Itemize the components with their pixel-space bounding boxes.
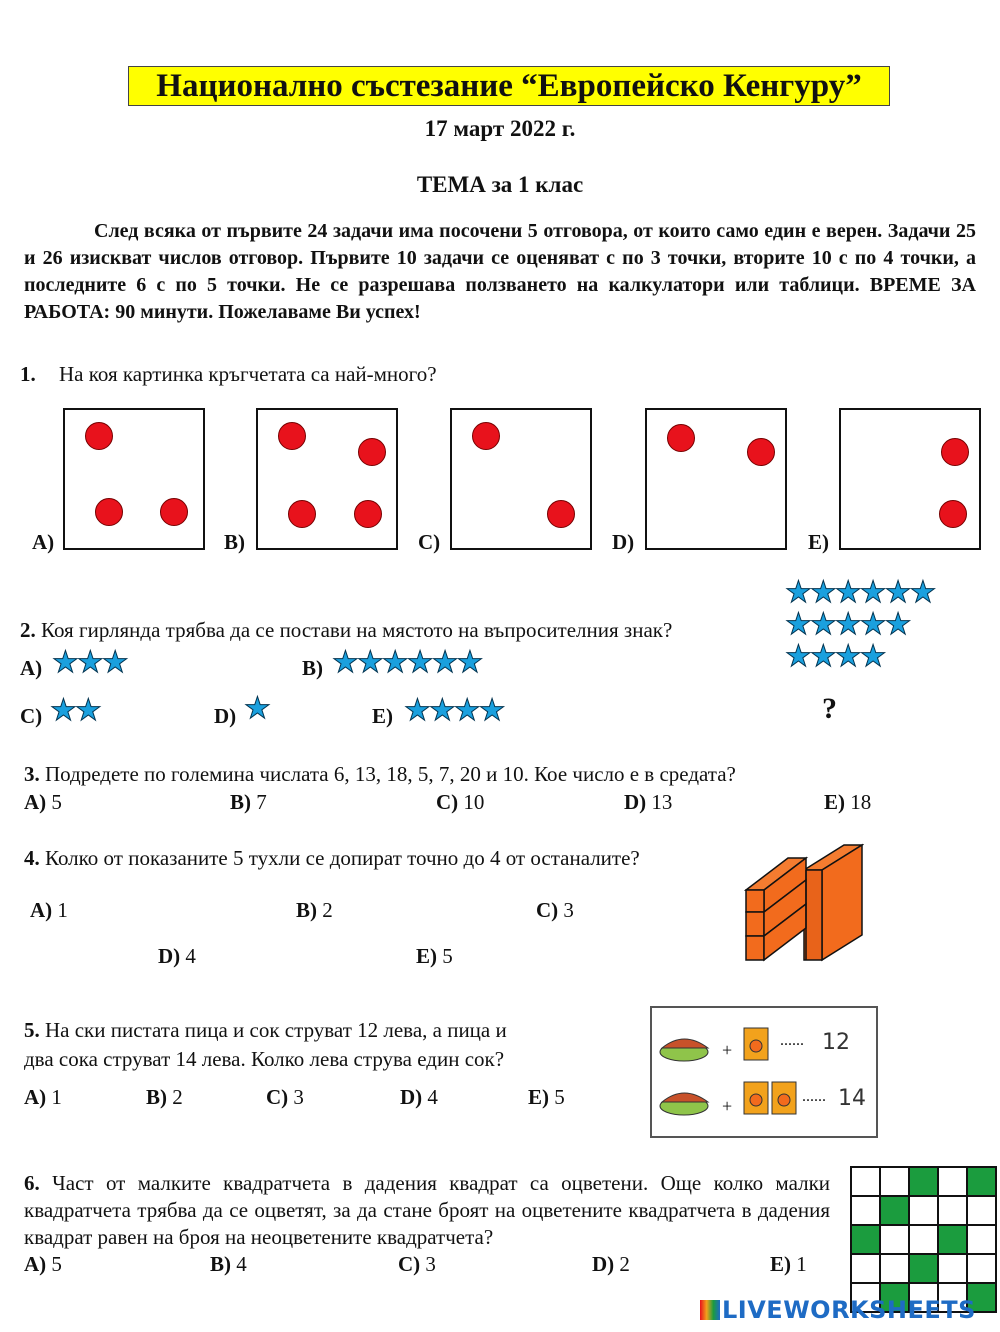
- row2-total: 14: [838, 1086, 866, 1111]
- q6-option-c[interactable]: C) 3: [398, 1252, 436, 1276]
- brand-icon: [700, 1300, 720, 1320]
- question-text: Част от малките квадратчета в дадения квадрат са оцветени. Още колко малки квадратчета трябва да се оцветят, за да стане броят на оцветените квадратчета в дадения квадрат равен на броя на неоцветените квадратчета?: [24, 1171, 831, 1249]
- q5-option-b[interactable]: B) 2: [146, 1085, 183, 1109]
- grid-cell: [967, 1196, 996, 1225]
- question-number: 5.: [24, 1018, 40, 1042]
- option-a-box[interactable]: [63, 408, 205, 550]
- grid-cell: [938, 1225, 967, 1254]
- option-label: A): [32, 530, 55, 554]
- grid-cell: [880, 1225, 909, 1254]
- dots: ......: [802, 1088, 826, 1105]
- page-title: Национално състезание “Европейско Кенгуру”: [128, 66, 890, 106]
- option-d-stars[interactable]: ★: [244, 691, 269, 726]
- question-5: [24, 1016, 507, 1074]
- grid-cell: [967, 1254, 996, 1283]
- question-number: 4.: [24, 846, 40, 870]
- grid-cell: [880, 1196, 909, 1225]
- grid-cell: [880, 1167, 909, 1196]
- q3-option-d[interactable]: D) 13: [624, 790, 673, 814]
- question-6: [24, 1170, 830, 1251]
- grid-cell: [938, 1196, 967, 1225]
- question-number: 2.: [20, 618, 36, 642]
- star-row-6: ★★★★★★: [785, 575, 935, 610]
- grid-cell: [851, 1167, 880, 1196]
- brand-logo: [700, 1296, 976, 1324]
- q4-option-d[interactable]: D) 4: [158, 944, 196, 968]
- question-number: 6.: [24, 1171, 40, 1195]
- grid-cell: [967, 1167, 996, 1196]
- question-2: [20, 618, 672, 643]
- grid-cell: [909, 1167, 938, 1196]
- star-row-4: ★★★★: [785, 639, 885, 674]
- option-b-stars[interactable]: ★★★★★★: [332, 645, 482, 680]
- option-b-box[interactable]: [256, 408, 398, 550]
- q3-option-e[interactable]: E) 18: [824, 790, 872, 814]
- pattern-stars: [785, 575, 935, 674]
- q4-option-a[interactable]: A) 1: [30, 898, 68, 922]
- question-text-line1: На ски пистата пица и сок струват 12 лева, а пица и: [45, 1018, 507, 1042]
- row1-total: 12: [822, 1030, 850, 1055]
- q6-option-b[interactable]: B) 4: [210, 1252, 247, 1276]
- grid-cell: [967, 1225, 996, 1254]
- plus-sign: +: [722, 1096, 733, 1116]
- grid-cell: [938, 1254, 967, 1283]
- q6-option-e[interactable]: E) 1: [770, 1252, 807, 1276]
- option-label: D): [612, 530, 635, 554]
- option-label: E): [808, 530, 829, 554]
- question-text-line2: два сока струват 14 лева. Колко лева струва един сок?: [24, 1047, 505, 1071]
- exam-date: 17 март 2022 г.: [424, 116, 576, 141]
- grid-cell: [909, 1196, 938, 1225]
- option-label: B): [224, 530, 245, 554]
- grid-cell: [938, 1167, 967, 1196]
- q4-option-b[interactable]: B) 2: [296, 898, 333, 922]
- q3-option-a[interactable]: A) 5: [24, 790, 62, 814]
- question-text: На коя картинка кръгчетата са най-много?: [59, 362, 437, 386]
- question-text: Подредете по големина числата 6, 13, 18, 5, 7, 20 и 10. Кое число е в средата?: [45, 762, 736, 786]
- grid-cell: [880, 1254, 909, 1283]
- q6-option-d[interactable]: D) 2: [592, 1252, 630, 1276]
- q5-option-a[interactable]: A) 1: [24, 1085, 62, 1109]
- question-3: [24, 762, 736, 787]
- grid-cell: [909, 1254, 938, 1283]
- q5-option-c[interactable]: C) 3: [266, 1085, 304, 1109]
- bricks-illustration: [744, 840, 864, 970]
- price-picture: [650, 1006, 878, 1138]
- grid-cell: [851, 1254, 880, 1283]
- question-number: 1.: [20, 362, 36, 386]
- question-number: 3.: [24, 762, 40, 786]
- question-mark: ?: [822, 692, 837, 725]
- q3-option-b[interactable]: B) 7: [230, 790, 267, 814]
- option-label: A): [20, 656, 43, 680]
- option-label: C): [418, 530, 441, 554]
- option-d-box[interactable]: [645, 408, 787, 550]
- option-c-stars[interactable]: ★★: [50, 693, 100, 728]
- grid-cell: [909, 1225, 938, 1254]
- option-a-stars[interactable]: ★★★: [52, 645, 127, 680]
- q3-option-c[interactable]: C) 10: [436, 790, 485, 814]
- q4-option-e[interactable]: E) 5: [416, 944, 453, 968]
- q5-option-d[interactable]: D) 4: [400, 1085, 438, 1109]
- option-e-box[interactable]: [839, 408, 981, 550]
- question-text: Коя гирлянда трябва да се постави на мястото на въпросителния знак?: [41, 618, 673, 642]
- option-label: B): [302, 656, 323, 680]
- q6-option-a[interactable]: A) 5: [24, 1252, 62, 1276]
- question-4: [24, 846, 640, 871]
- q5-option-e[interactable]: E) 5: [528, 1085, 565, 1109]
- question-1: [20, 362, 437, 387]
- option-label: C): [20, 704, 43, 728]
- plus-sign: +: [722, 1040, 733, 1060]
- colored-grid: [850, 1166, 997, 1313]
- option-e-stars[interactable]: ★★★★: [404, 693, 504, 728]
- exam-theme: ТЕМА за 1 клас: [416, 172, 584, 197]
- brand-text: LIVEWORKSHEETS: [722, 1296, 976, 1324]
- option-c-box[interactable]: [450, 408, 592, 550]
- instructions: След всяка от първите 24 задачи има посочени 5 отговора, от които само един е верен. Задачи 25 и 26 изискват числов отговор. Първите 10 задачи се оценяват с по 3 точки, вторите 10 с по 4 точки, а последните 6 с по 5 точки. Не се разрешава ползването на калкулатори или таблици. ВРЕМЕ ЗА РАБОТА: 90 минути. Пожелаваме Ви успех!: [24, 220, 976, 323]
- q4-option-c[interactable]: C) 3: [536, 898, 574, 922]
- option-label: D): [214, 704, 237, 728]
- option-label: E): [372, 704, 393, 728]
- grid-cell: [851, 1225, 880, 1254]
- grid-cell: [851, 1196, 880, 1225]
- dots: ......: [780, 1032, 804, 1049]
- question-text: Колко от показаните 5 тухли се допират точно до 4 от останалите?: [45, 846, 640, 870]
- star-row-5: ★★★★★: [785, 607, 910, 642]
